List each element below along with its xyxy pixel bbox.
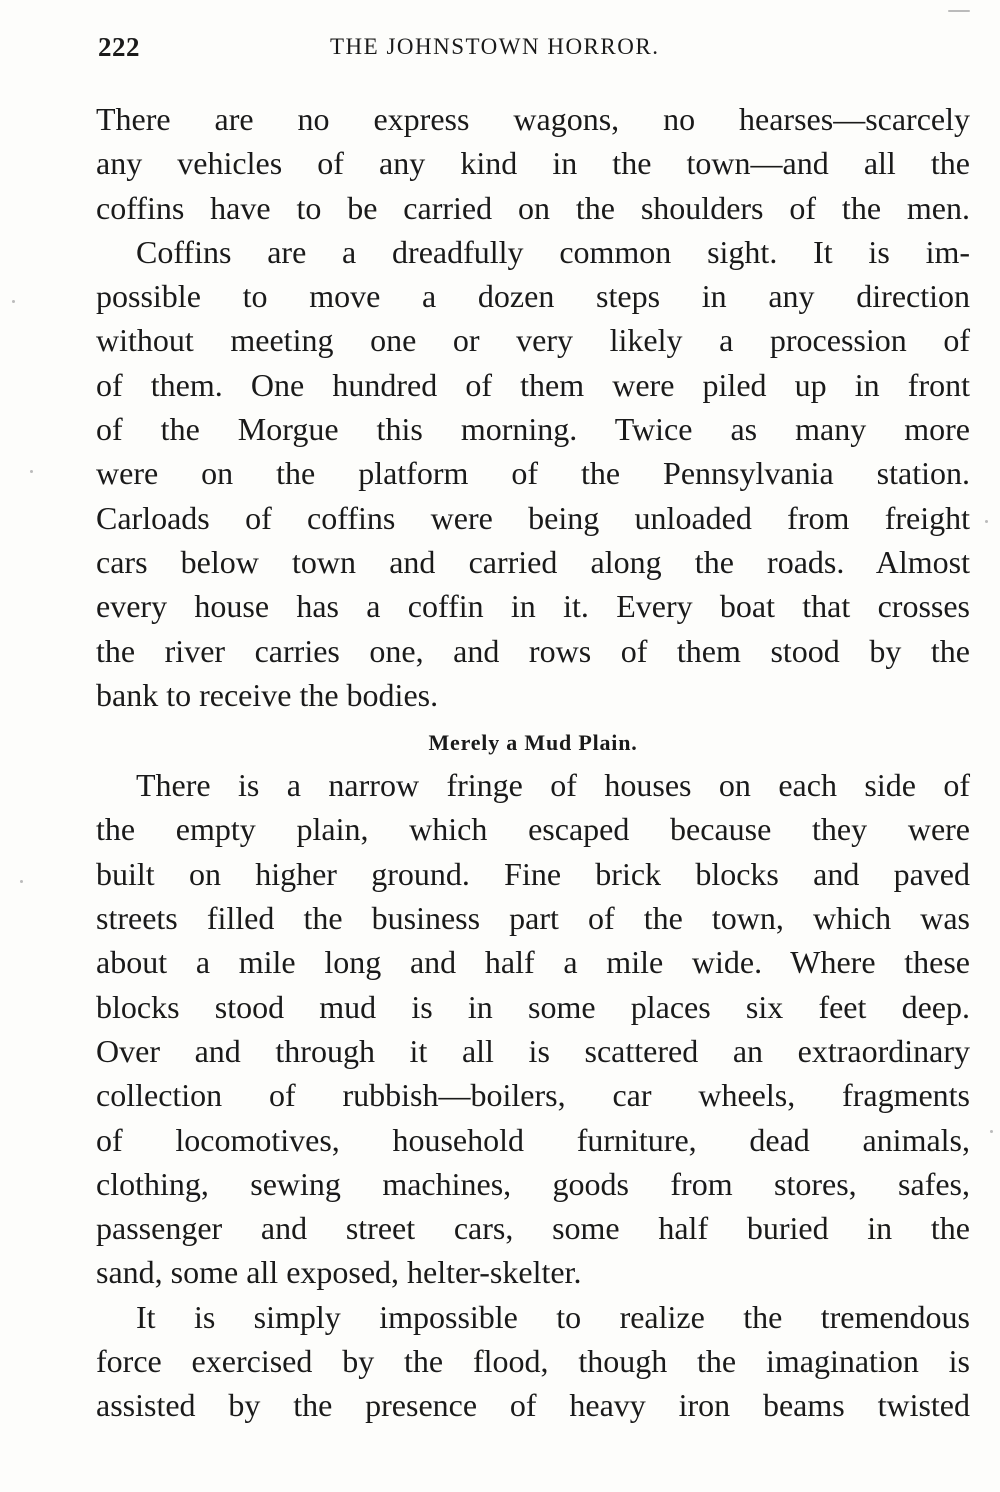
running-title: THE JOHNSTOWN HORROR. [330, 34, 660, 59]
scan-speck [990, 1130, 993, 1133]
text-line: assisted by the presence of heavy iron beams twisted [96, 1387, 970, 1424]
text-line: There is a narrow fringe of houses on each side of [136, 767, 970, 804]
text-line: possible to move a dozen steps in any direction [96, 278, 970, 315]
text-line: about a mile long and half a mile wide. Where these [96, 944, 970, 981]
scan-speck [20, 880, 23, 883]
text-line: Coffins are a dreadfully common sight. It is im- [136, 233, 970, 270]
text-line: There are no express wagons, no hearses—scarcely [96, 101, 970, 137]
text-line: built on higher ground. Fine brick blocks and paved [96, 855, 970, 892]
scan-speck [985, 520, 988, 523]
section-subheading: Merely a Mud Plain. [428, 730, 638, 756]
text-line: Carloads of coffins were being unloaded from freight [96, 499, 970, 536]
text-line: blocks stood mud is in some places six feet deep. [96, 988, 970, 1025]
text-line: It is simply impossible to realize the tremendous [136, 1298, 970, 1335]
text-line: passenger and street cars, some half buried in the [96, 1210, 970, 1247]
text-line: force exercised by the flood, though the imagination is [96, 1343, 970, 1380]
text-line: any vehicles of any kind in the town—and all the [96, 145, 970, 182]
scan-speck [12, 300, 15, 303]
text-line: collection of rubbish—boilers, car wheels, fragments [96, 1077, 970, 1114]
running-head [98, 32, 970, 72]
text-line: clothing, sewing machines, goods from stores, safes, [96, 1165, 970, 1202]
paragraph-1 [96, 97, 970, 230]
text-line: without meeting one or very likely a procession of [96, 322, 970, 359]
scan-mark [948, 10, 970, 12]
text-line: coffins have to be carried on the shoulders of the men. [96, 189, 970, 226]
text-line: the river carries one, and rows of them stood by the [96, 632, 970, 669]
text-line: every house has a coffin in it. Every boat that crosses [96, 588, 970, 625]
page-number: 222 [98, 32, 140, 62]
text-line: of locomotives, household furniture, dead animals, [96, 1121, 970, 1158]
body-text [96, 97, 970, 1428]
text-line: cars below town and carried along the roads. Almost [96, 543, 970, 580]
text-line: bank to receive the bodies. [96, 676, 439, 713]
text-line: Over and through it all is scattered an extraordinary [96, 1032, 970, 1069]
text-line: streets filled the business part of the town, which was [96, 900, 970, 937]
paragraph-3 [96, 763, 970, 1295]
paragraph-2 [96, 230, 970, 717]
text-line: the empty plain, which escaped because they were [96, 811, 970, 848]
paragraph-4 [96, 1295, 970, 1428]
text-line: were on the platform of the Pennsylvania station. [96, 455, 970, 492]
text-line: of the Morgue this morning. Twice as many more [96, 411, 970, 448]
scan-speck [30, 470, 33, 473]
text-line: of them. One hundred of them were piled up in front [96, 366, 970, 403]
text-line: sand, some all exposed, helter-skelter. [96, 1254, 582, 1291]
